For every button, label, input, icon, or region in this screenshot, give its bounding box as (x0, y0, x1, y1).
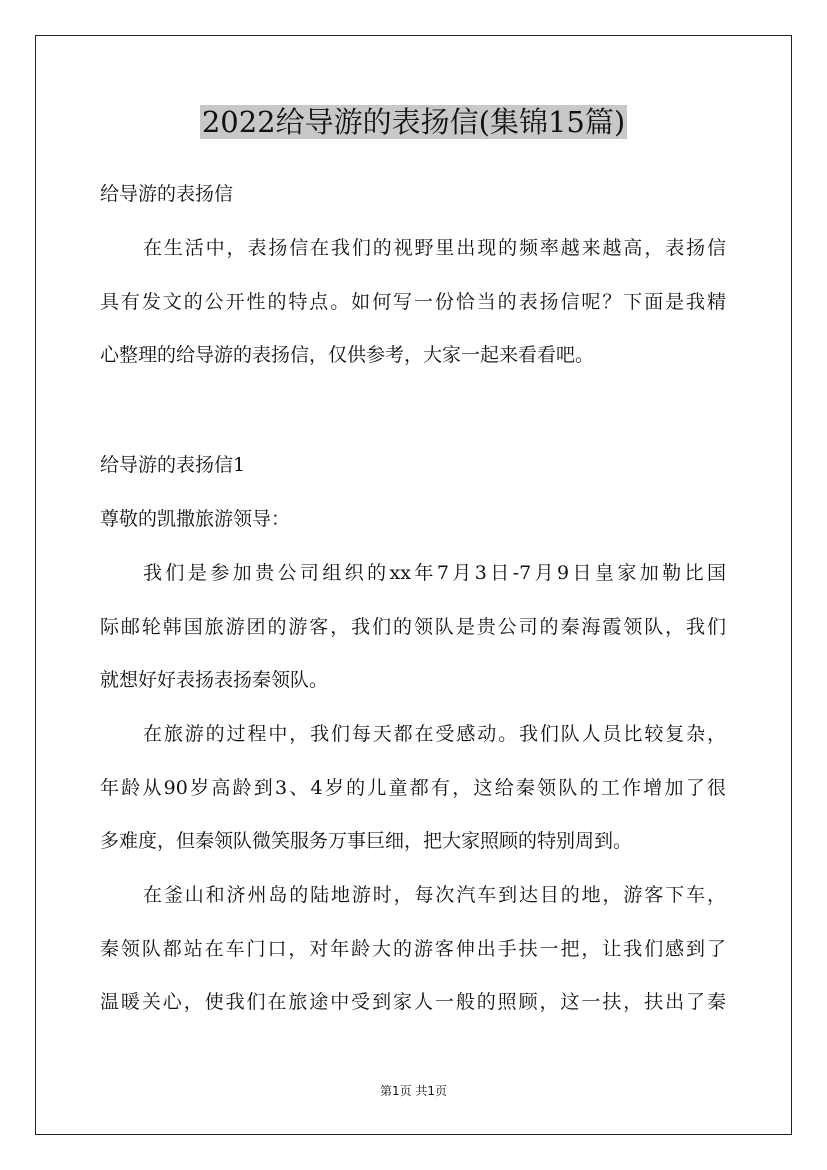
section-heading: 给导游的表扬信 (100, 183, 234, 205)
letter-title: 给导游的表扬信1 (100, 454, 246, 476)
paragraph-3-line-3: 温暖关心，使我们在旅途中受到家人一般的照顾，这一扶，扶出了秦 (100, 991, 726, 1013)
intro-line-2: 具有发文的公开性的特点。如何写一份恰当的表扬信呢？下面是我精 (100, 291, 726, 313)
letter-salutation: 尊敬的凯撒旅游领导： (100, 508, 291, 530)
paragraph-3-line-2: 秦领队都站在车门口，对年龄大的游客伸出手扶一把，让我们感到了 (100, 938, 726, 960)
intro-line-3: 心整理的给导游的表扬信，仅供参考，大家一起来看看吧。 (100, 344, 595, 366)
paragraph-2-line-2: 年龄从90岁高龄到3、4岁的儿童都有，这给秦领队的工作增加了很 (100, 777, 726, 799)
document-title-text: 2022给导游的表扬信(集锦15篇) (201, 105, 626, 139)
intro-line-1: 在生活中，表扬信在我们的视野里出现的频率越来越高，表扬信 (143, 237, 726, 259)
paragraph-2-line-1: 在旅游的过程中，我们每天都在受感动。我们队人员比较复杂， (143, 723, 726, 745)
paragraph-1-line-1: 我们是参加贵公司组织的xx年7月3日-7月9日皇家加勒比国 (143, 562, 726, 584)
paragraph-1-line-3: 就想好好表扬表扬秦领队。 (100, 669, 329, 691)
paragraph-3-line-1: 在釜山和济州岛的陆地游时，每次汽车到达目的地，游客下车， (143, 884, 726, 906)
page-number-footer: 第1页 共1页 (379, 1084, 448, 1098)
document-title (0, 100, 827, 144)
paragraph-1-line-2: 际邮轮韩国旅游团的游客，我们的领队是贵公司的秦海霞领队，我们 (100, 616, 726, 638)
paragraph-2-line-3: 多难度，但秦领队微笑服务万事巨细，把大家照顾的特别周到。 (100, 830, 633, 852)
